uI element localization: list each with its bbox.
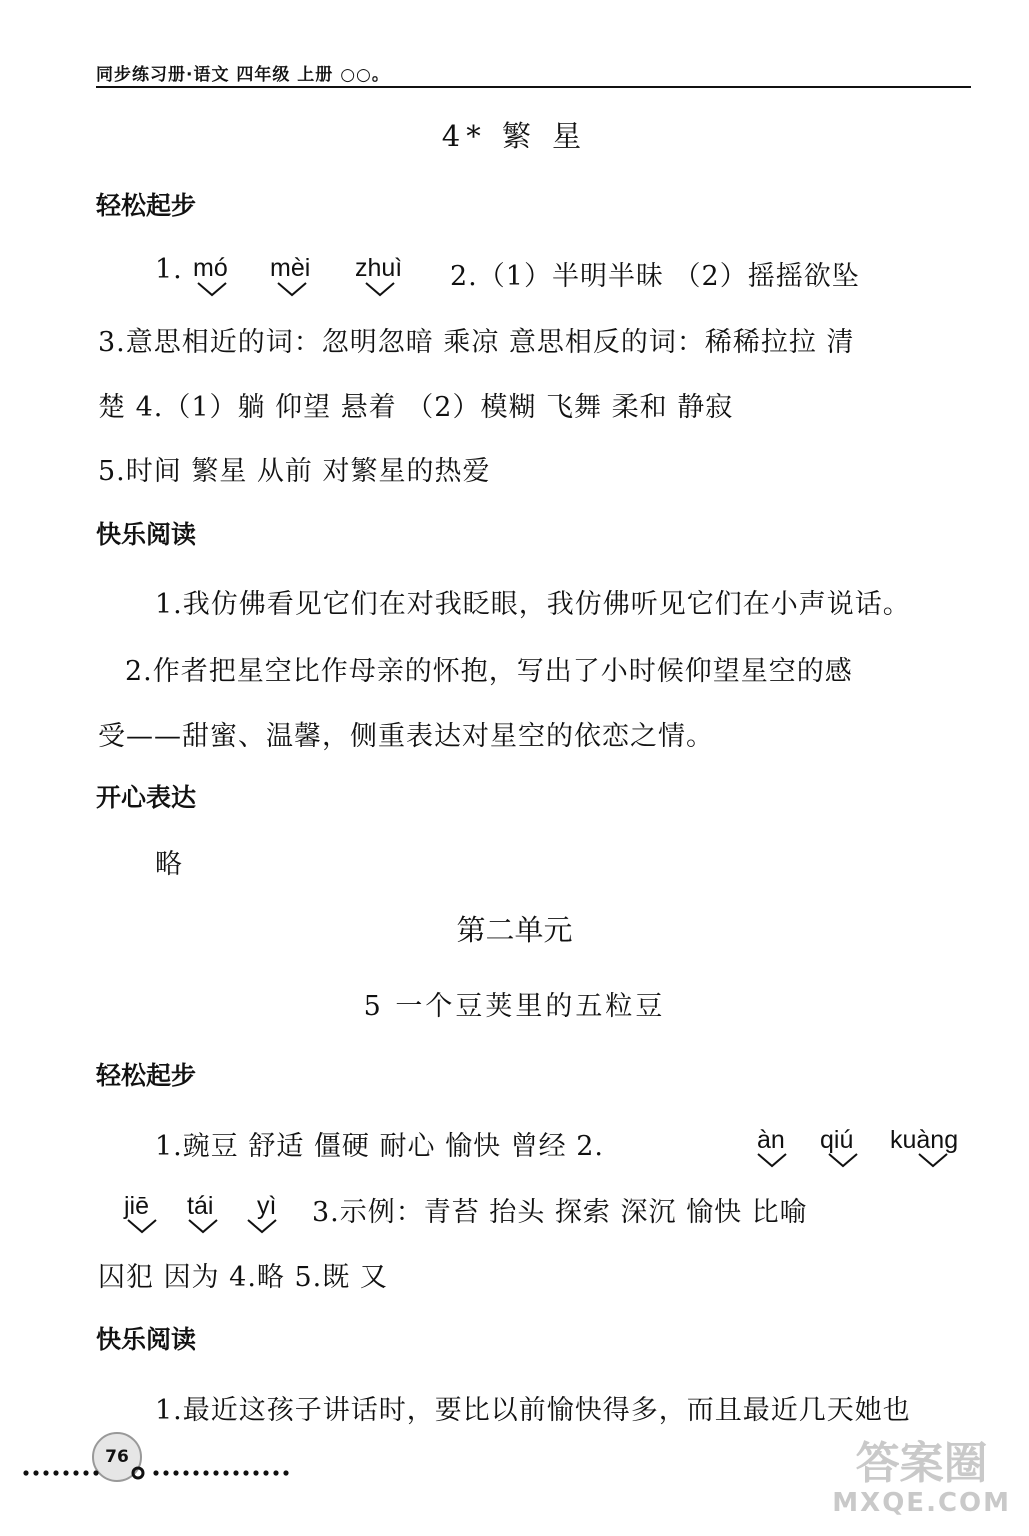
lesson4-reading-line: 1.我仿佛看见它们在对我眨眼，我仿佛听见它们在小声说话。 [155,589,911,620]
check-mark-icon [197,281,227,297]
lesson5-title: 5 一个豆荚里的五粒豆 [363,991,666,1022]
lesson5-q3-text: 3.示例：青苔 抬头 探索 深沉 愉快 比喻 [312,1197,808,1228]
lesson4-section-express: 开心表达 [96,783,197,812]
lesson4-title: 4* 繁 星 [441,119,588,153]
lesson4-express-answer: 略 [155,849,183,880]
check-mark-icon [127,1218,157,1234]
check-mark-icon [828,1152,858,1168]
pinyin-qiu: qiú [820,1126,854,1154]
lesson4-line: 3.意思相近的词：忽明忽暗 乘凉 意思相反的词：稀稀拉拉 清 [98,327,855,358]
pinyin-jie: jiē [124,1192,150,1220]
lesson4-line: 5.时间 繁星 从前 对繁星的热爱 [98,456,491,487]
book-header: 同步练习册·语文 四年级 上册 ○○。 [96,65,390,85]
check-mark-icon [918,1152,948,1168]
lesson5-q1-text: 1.豌豆 舒适 僵硬 耐心 愉快 曾经 2. [155,1131,605,1162]
lesson5-section-reading: 快乐阅读 [96,1325,197,1354]
lesson4-section-reading: 快乐阅读 [96,520,197,549]
pinyin-an: àn [757,1126,785,1154]
lesson4-reading-line: 2.作者把星空比作母亲的怀抱，写出了小时候仰望星空的感 [125,656,853,687]
pinyin-mei: mèi [270,254,311,282]
lesson4-q1-number: 1. [155,254,183,285]
watermark-url: MXQE.COM [832,1488,1011,1518]
check-mark-icon [365,281,395,297]
pinyin-yi: yì [257,1192,277,1220]
footer-dots [22,1466,292,1480]
unit-title: 第二单元 [456,913,573,947]
watermark-logo [832,1440,1011,1518]
pinyin-mo: mó [193,254,228,282]
lesson5-line: 囚犯 因为 4.略 5.既 又 [98,1262,388,1293]
pinyin-tai: tái [187,1192,214,1220]
page-number: 76 [92,1432,142,1482]
check-mark-icon [247,1218,277,1234]
lesson4-line: 楚 4.（1）躺 仰望 悬着 （2）模糊 飞舞 柔和 静寂 [98,392,734,423]
lesson4-q1-tail: 2.（1）半明半昧 （2）摇摇欲坠 [450,261,860,292]
check-mark-icon [188,1218,218,1234]
pinyin-kuang: kuàng [890,1126,959,1154]
lesson5-section-start: 轻松起步 [96,1061,197,1090]
check-mark-icon [277,281,307,297]
lesson4-reading-line: 受——甜蜜、温馨，侧重表达对星空的依恋之情。 [98,721,714,752]
header-rule [96,86,971,88]
lesson5-reading-line: 1.最近这孩子讲话时，要比以前愉快得多，而且最近几天她也 [155,1395,911,1426]
watermark-title: 答案圈 [855,1438,988,1489]
check-mark-icon [757,1152,787,1168]
pinyin-zhui: zhuì [355,254,403,282]
lesson4-section-start: 轻松起步 [96,191,197,220]
